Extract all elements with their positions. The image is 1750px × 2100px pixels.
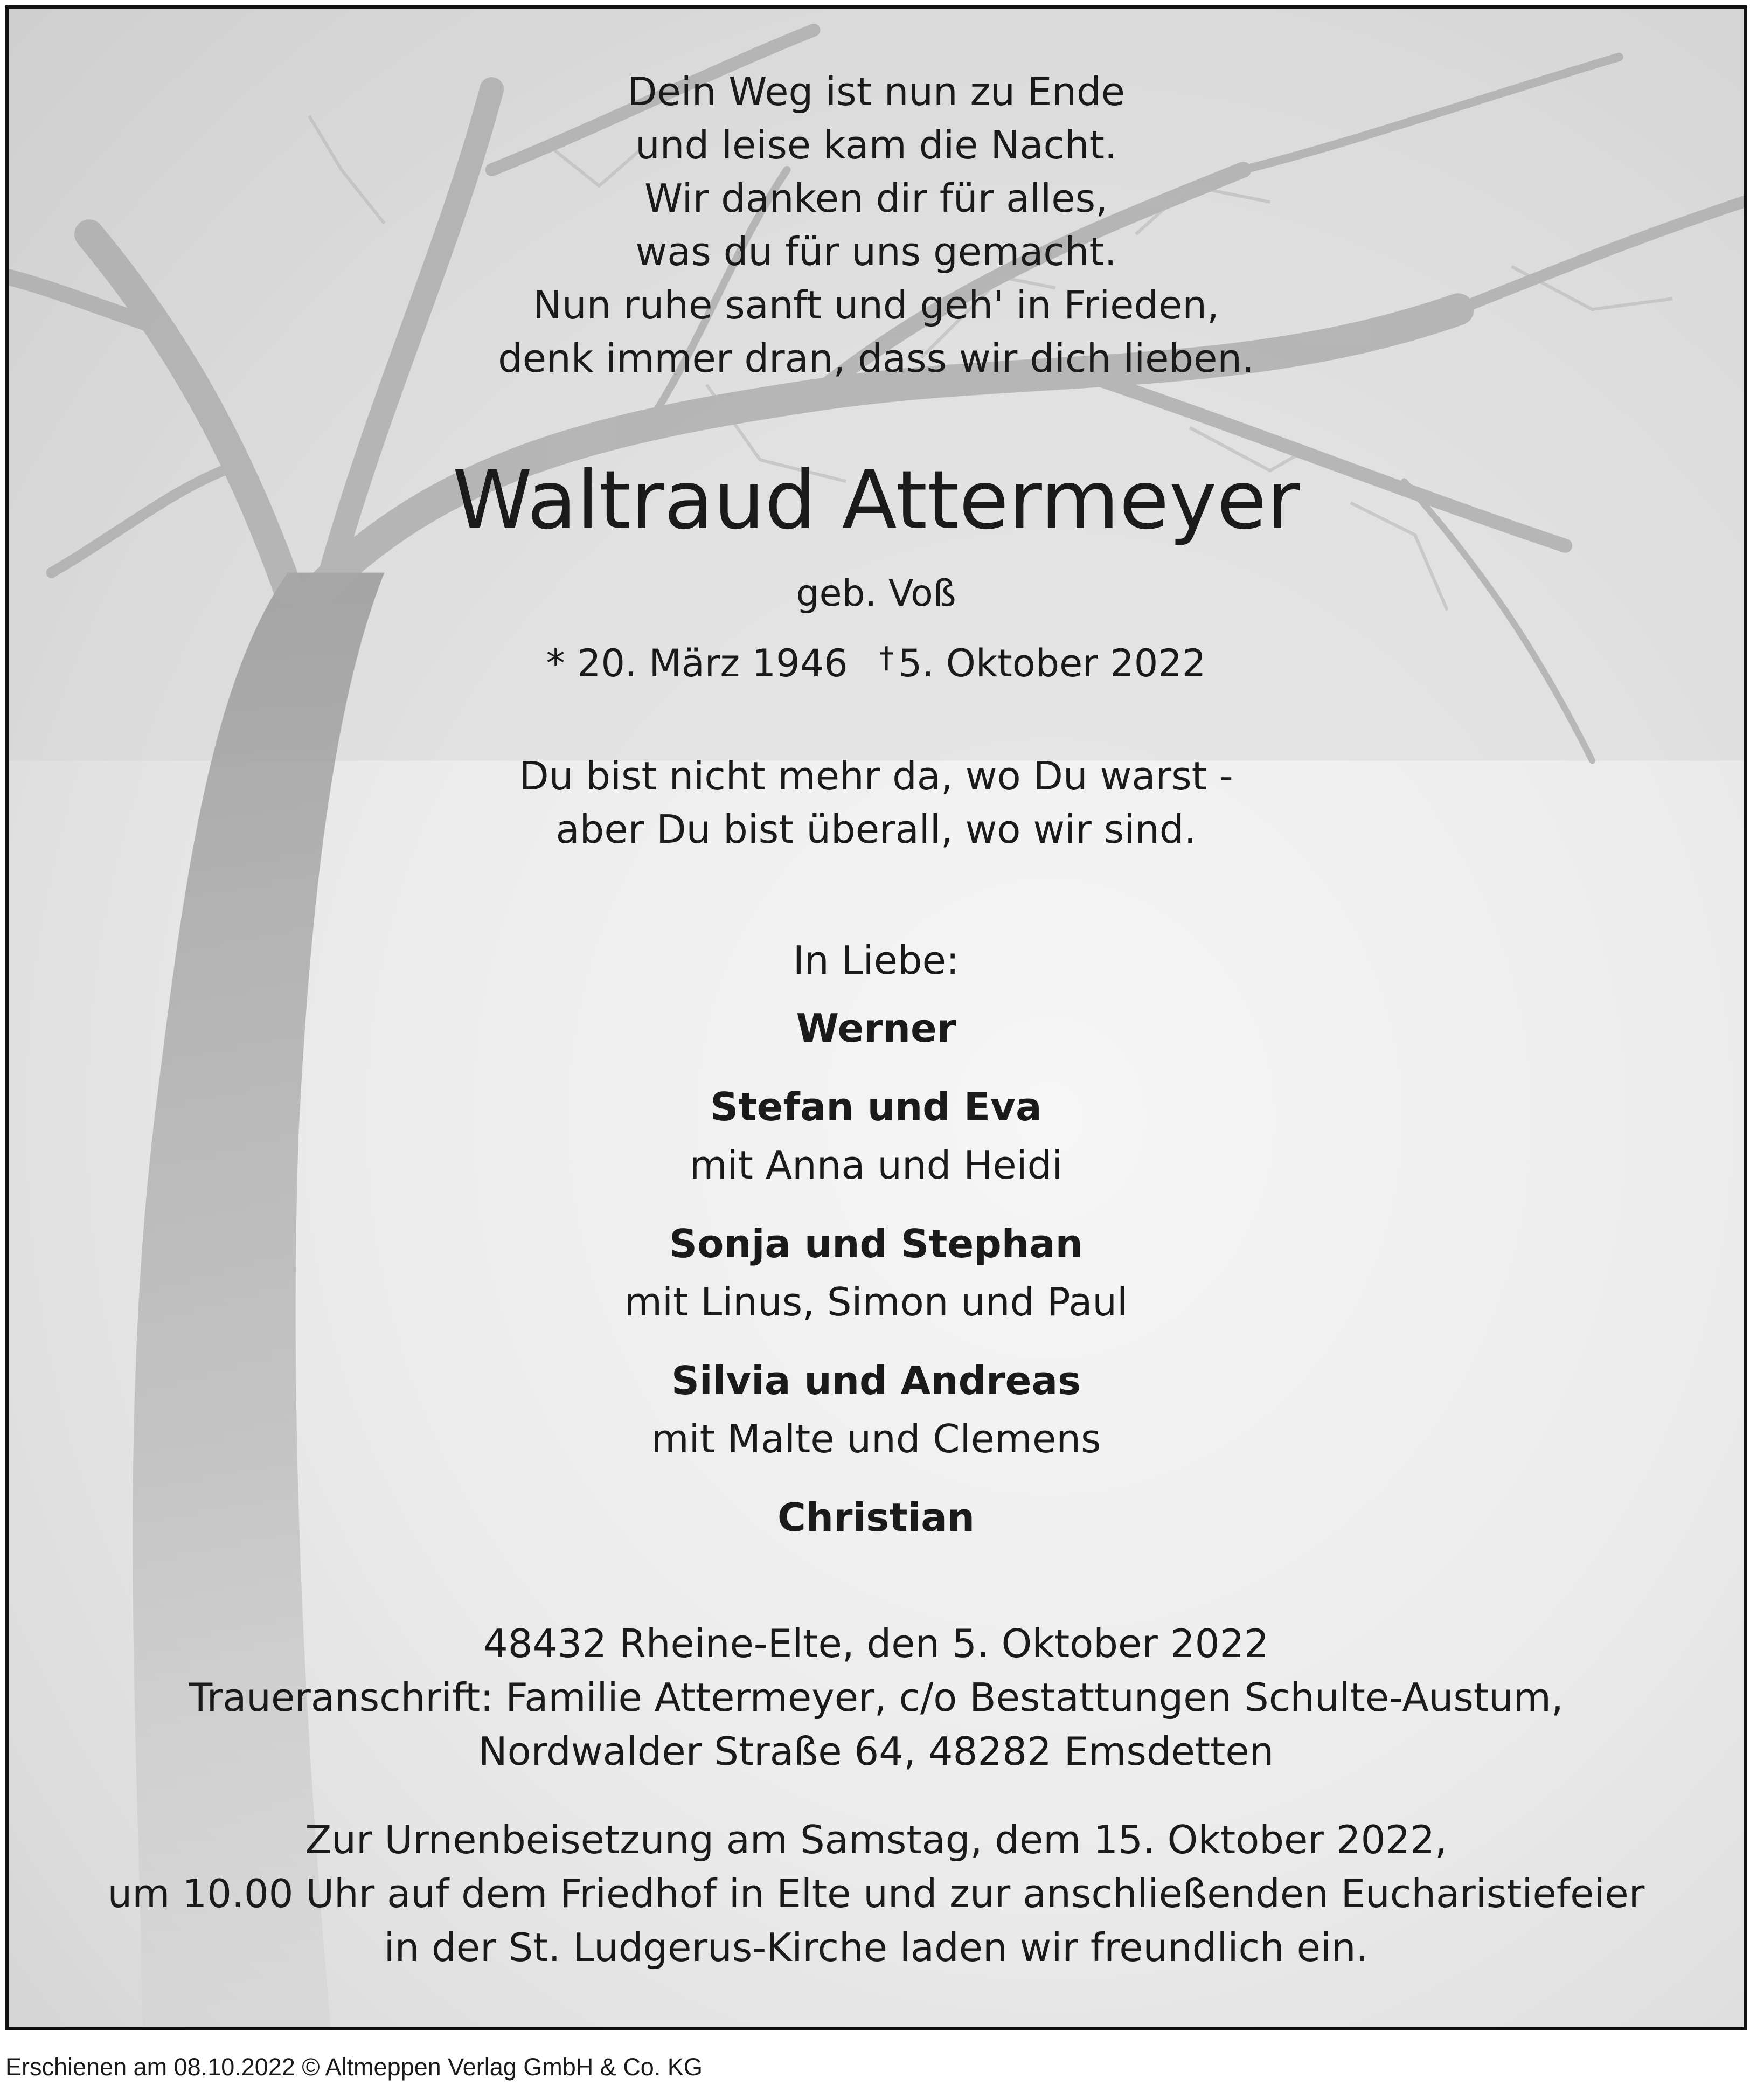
- deceased-name: Waltraud Attermeyer: [452, 454, 1300, 547]
- address-line-1: 48432 Rheine-Elte, den 5. Oktober 2022: [483, 1621, 1269, 1666]
- publication-footer: Erschienen am 08.10.2022 © Altmeppen Verlag GmbH & Co. KG: [5, 2053, 703, 2081]
- poem-line-5: Nun ruhe sanft und geh' in Frieden,: [533, 282, 1219, 328]
- poem-line-2: und leise kam die Nacht.: [635, 122, 1117, 168]
- cross-icon: †: [879, 641, 894, 675]
- mourner-children: mit Anna und Heidi: [689, 1142, 1063, 1188]
- mourner-name: Christian: [777, 1495, 975, 1540]
- quote-line-2: aber Du bist überall, wo wir sind.: [555, 807, 1197, 852]
- quote-line-1: Du bist nicht mehr da, wo Du warst -: [519, 753, 1233, 799]
- life-dates: [9, 641, 1744, 686]
- poem-line-1: Dein Weg ist nun zu Ende: [627, 69, 1125, 114]
- ceremony-line-2: um 10.00 Uhr auf dem Friedhof in Elte und zur anschließenden Eucharistiefeier: [107, 1871, 1645, 1916]
- birth-name: geb. Voß: [796, 572, 956, 615]
- birth-date: * 20. März 1946: [546, 641, 848, 686]
- poem-line-3: Wir danken dir für alles,: [644, 176, 1108, 221]
- mourner-name: Sonja und Stephan: [669, 1221, 1083, 1266]
- ceremony-line-1: Zur Urnenbeisetzung am Samstag, dem 15. Oktober 2022,: [305, 1817, 1447, 1862]
- address-line-2: Traueranschrift: Familie Attermeyer, c/o Bestattungen Schulte-Austum,: [189, 1675, 1564, 1720]
- mourner-children: mit Malte und Clemens: [651, 1416, 1101, 1461]
- mourner-name: Werner: [796, 1006, 956, 1051]
- address-line-3: Nordwalder Straße 64, 48282 Emsdetten: [478, 1729, 1274, 1774]
- mourner-name: Stefan und Eva: [710, 1084, 1042, 1129]
- mourner-name: Silvia und Andreas: [671, 1358, 1081, 1403]
- death-date: 5. Oktober 2022: [898, 641, 1206, 686]
- obituary-frame: [5, 5, 1747, 2030]
- obituary-content: [9, 9, 1744, 2027]
- ceremony-line-3: in der St. Ludgerus-Kirche laden wir freundlich ein.: [384, 1925, 1369, 1970]
- poem-line-4: was du für uns gemacht.: [635, 229, 1117, 274]
- mourners-intro: In Liebe:: [793, 938, 960, 983]
- mourner-children: mit Linus, Simon und Paul: [624, 1279, 1128, 1325]
- poem-line-6: denk immer dran, dass wir dich lieben.: [498, 336, 1254, 381]
